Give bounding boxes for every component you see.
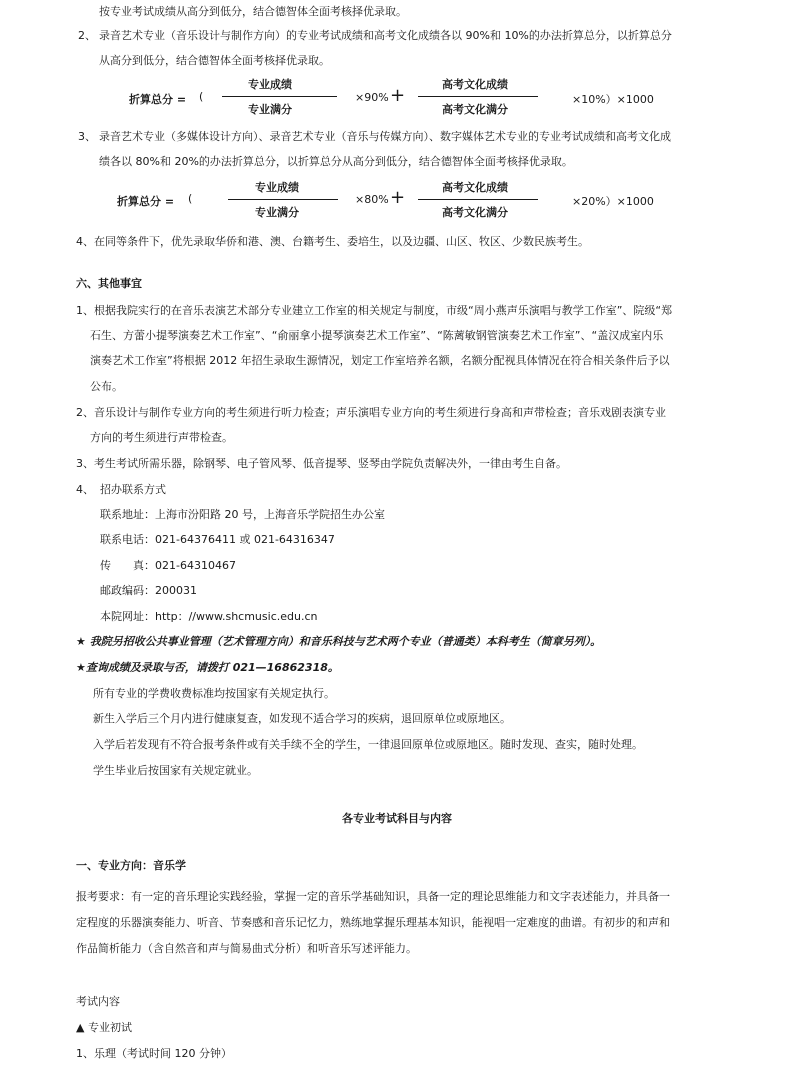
requirements-line3: 作品简析能力（含自然音和声与简易曲式分析）和听音乐写述评能力。 xyxy=(76,942,417,955)
formula2-frac1-numerator: 专业成绩 xyxy=(255,181,299,194)
formula1-label: 折算总分 = xyxy=(129,93,187,106)
policy-line-tuition: 所有专业的学费收费标准均按国家有关规定执行。 xyxy=(93,687,335,700)
item3-line1: 录音艺术专业（多媒体设计方向）、录音艺术专业（音乐与传媒方向）、数字媒体艺术专业的专业考试成绩和高考文化成 xyxy=(99,130,671,143)
contact-fax: 传 真：021-64310467 xyxy=(100,559,236,572)
section6-p3: 3、考生考试所需乐器，除钢琴、电子管风琴、低音提琴、竖琴由学院负责解决外，一律由考生自备。 xyxy=(76,457,567,470)
item3-line2: 绩各以 80%和 20%的办法折算总分，以折算总分从高分到低分，结合德智体全面考核择优录取。 xyxy=(99,155,573,168)
formula2-frac2-denominator: 高考文化满分 xyxy=(442,206,508,219)
formula1-frac1-denominator: 专业满分 xyxy=(248,103,292,116)
major-heading: 一、专业方向：音乐学 xyxy=(76,859,186,872)
note-extra-majors: ★ 我院另招收公共事业管理（艺术管理方向）和音乐科技与艺术两个专业（普通类）本科考生（简章另列）。 xyxy=(76,635,602,648)
formula2-frac2-bar xyxy=(418,199,538,200)
item2-line1: 录音艺术专业（音乐设计与制作方向）的专业考试成绩和高考文化成绩各以 90%和 10%的办法折算总分，以折算总分 xyxy=(99,29,672,42)
contact-website[interactable]: 本院网址：http：//www.shcmusic.edu.cn xyxy=(100,610,318,623)
section6-p2-line1: 2、音乐设计与制作专业方向的考生须进行听力检查；声乐演唱专业方向的考生须进行身高和声带检查；音乐戏剧表演专业 xyxy=(76,406,666,419)
music-theory-item: 1、乐理（考试时间 120 分钟） xyxy=(76,1047,232,1060)
formula2-frac2-numerator: 高考文化成绩 xyxy=(442,181,508,194)
formula2-tail: ×20%）×1000 xyxy=(572,195,654,208)
policy-line-health: 新生入学后三个月内进行健康复查，如发现不适合学习的疾病，退回原单位或原地区。 xyxy=(93,712,511,725)
formula1-frac2-denominator: 高考文化满分 xyxy=(442,103,508,116)
section6-p2-line2: 方向的考生须进行声带检查。 xyxy=(90,431,233,444)
section6-p1-line1: 1、根据我院实行的在音乐表演艺术部分专业建立工作室的相关规定与制度，市级“周小燕声乐演唱与教学工作室”、院级“郑 xyxy=(76,304,673,317)
subjects-title: 各专业考试科目与内容 xyxy=(342,812,452,825)
contact-address: 联系地址：上海市汾阳路 20 号，上海音乐学院招生办公室 xyxy=(100,508,385,521)
policy-line-eligibility: 入学后若发现有不符合报考条件或有关手续不全的学生，一律退回原单位或原地区。随时发现、查实，随时处理。 xyxy=(93,738,643,751)
note-score-query: ★查询成绩及录取与否，请拨打 021—16862318。 xyxy=(76,661,339,674)
requirements-line1: 报考要求：有一定的音乐理论实践经验，掌握一定的音乐学基础知识，具备一定的理论思维能力和文字表述能力，并具备一 xyxy=(76,890,670,903)
section6-p1-line2: 石生、方蕾小提琴演奏艺术工作室”、“俞丽拿小提琴演奏艺术工作室”、“陈蓠敏钢管演奏艺术工作室”、“盖汉成室内乐 xyxy=(90,329,664,342)
formula1-frac2-bar xyxy=(418,96,538,97)
formula2-frac1-bar xyxy=(228,199,338,200)
section6-p4-title: 招办联系方式 xyxy=(100,483,166,496)
formula1-frac2-numerator: 高考文化成绩 xyxy=(442,78,508,91)
exam-content-heading: 考试内容 xyxy=(76,995,120,1008)
formula2-frac1-denominator: 专业满分 xyxy=(255,206,299,219)
contact-phone: 联系电话：021-64376411 或 021-64316347 xyxy=(100,533,335,546)
policy-line-employment: 学生毕业后按国家有关规定就业。 xyxy=(93,764,258,777)
item2-line2: 从高分到低分，结合德智体全面考核择优录取。 xyxy=(99,54,330,67)
formula1-tail: ×10%）×1000 xyxy=(572,93,654,106)
formula1-frac1-numerator: 专业成绩 xyxy=(248,78,292,91)
formula2-label: 折算总分 = xyxy=(117,195,175,208)
item4: 4、在同等条件下，优先录取华侨和港、澳、台籍考生、委培生，以及边疆、山区、牧区、少数民族考生。 xyxy=(76,235,589,248)
first-round-label: ▲ 专业初试 xyxy=(76,1021,132,1034)
contact-postcode: 邮政编码：200031 xyxy=(100,584,197,597)
formula1-open-paren: ( xyxy=(199,90,204,103)
formula1-plus: + xyxy=(390,85,406,106)
section6-p1-line3: 演奏艺术工作室”将根据 2012 年招生录取生源情况，划定工作室培养名额，名额分配视具体情况在符合相关条件后予以 xyxy=(90,354,670,367)
section6-p1-line4: 公布。 xyxy=(90,380,123,393)
formula2-open-paren: ( xyxy=(188,192,193,205)
formula1-mult1: ×90% xyxy=(355,91,389,104)
item2-number: 2、 xyxy=(78,29,96,42)
item3-number: 3、 xyxy=(78,130,96,143)
top-line: 按专业考试成绩从高分到低分，结合德智体全面考核择优录取。 xyxy=(99,5,407,18)
formula2-mult1: ×80% xyxy=(355,193,389,206)
formula1-frac1-bar xyxy=(222,96,337,97)
requirements-line2: 定程度的乐器演奏能力、听音、节奏感和音乐记忆力，熟练地掌握乐理基本知识，能视唱一定难度的曲谱。有初步的和声和 xyxy=(76,916,670,929)
section6-p4-number: 4、 xyxy=(76,483,94,496)
section6-heading: 六、其他事宜 xyxy=(76,277,142,290)
formula2-plus: + xyxy=(390,187,406,208)
